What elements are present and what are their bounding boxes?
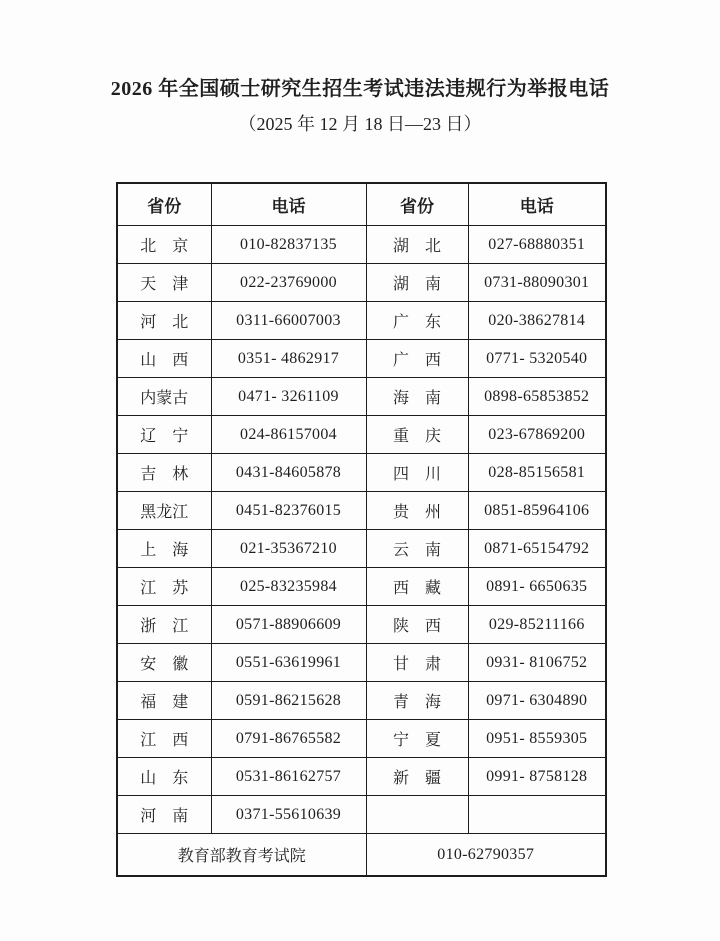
phone-cell: 0991- 8758128 <box>468 758 606 796</box>
table-row <box>117 720 606 758</box>
table-row <box>117 606 606 644</box>
province-cell <box>117 226 211 264</box>
province-cell <box>117 340 211 378</box>
province-name: 海南 <box>393 390 441 407</box>
phone-cell: 0931- 8106752 <box>468 644 606 682</box>
province-name: 云南 <box>393 542 441 559</box>
province-cell <box>366 758 468 796</box>
province-name: 青海 <box>393 694 441 711</box>
province-name: 江西 <box>140 732 189 749</box>
phone-cell: 0771- 5320540 <box>468 340 606 378</box>
phone-cell: 010-82837135 <box>211 226 366 264</box>
phone-cell: 020-38627814 <box>468 302 606 340</box>
province-cell <box>117 264 211 302</box>
province-name: 福建 <box>140 694 189 711</box>
table-row <box>117 302 606 340</box>
province-name: 吉林 <box>140 466 189 483</box>
phone-cell: 0851-85964106 <box>468 492 606 530</box>
province-name: 湖北 <box>393 238 441 255</box>
province-cell <box>117 378 211 416</box>
province-cell <box>366 530 468 568</box>
province-name: 北京 <box>140 238 189 255</box>
phone-cell: 0431-84605878 <box>211 454 366 492</box>
column-header-province-left: 省份 <box>117 183 211 226</box>
footer-phone-cell: 010-62790357 <box>366 834 606 877</box>
phone-cell: 0451-82376015 <box>211 492 366 530</box>
province-name: 宁夏 <box>393 732 441 749</box>
table-row <box>117 758 606 796</box>
province-name: 内蒙古 <box>140 390 189 407</box>
province-cell <box>117 454 211 492</box>
header-row <box>117 183 606 226</box>
province-cell <box>117 606 211 644</box>
province-cell <box>366 720 468 758</box>
table-row <box>117 530 606 568</box>
province-cell <box>117 720 211 758</box>
phone-cell: 0791-86765582 <box>211 720 366 758</box>
phone-cell: 0951- 8559305 <box>468 720 606 758</box>
footer-org-cell: 教育部教育考试院 <box>117 834 366 877</box>
province-cell <box>117 682 211 720</box>
province-name: 重庆 <box>393 428 441 445</box>
province-name: 贵州 <box>393 504 441 521</box>
province-name: 天津 <box>140 276 189 293</box>
province-cell <box>366 606 468 644</box>
province-name: 河南 <box>140 808 189 825</box>
province-name: 山西 <box>140 352 189 369</box>
hotline-table <box>116 182 607 877</box>
province-cell <box>117 302 211 340</box>
phone-cell: 0351- 4862917 <box>211 340 366 378</box>
column-header-province-right: 省份 <box>366 183 468 226</box>
phone-cell: 0311-66007003 <box>211 302 366 340</box>
phone-cell: 0531-86162757 <box>211 758 366 796</box>
province-cell <box>117 644 211 682</box>
phone-cell: 0898-65853852 <box>468 378 606 416</box>
table-row <box>117 416 606 454</box>
table-row <box>117 454 606 492</box>
phone-cell: 021-35367210 <box>211 530 366 568</box>
footer-row <box>117 834 606 877</box>
province-cell <box>366 264 468 302</box>
phone-cell: 028-85156581 <box>468 454 606 492</box>
province-name: 江苏 <box>140 580 189 597</box>
province-cell <box>117 796 211 834</box>
phone-cell: 022-23769000 <box>211 264 366 302</box>
province-cell <box>366 644 468 682</box>
column-header-phone-left: 电话 <box>211 183 366 226</box>
phone-cell: 0731-88090301 <box>468 264 606 302</box>
phone-cell: 025-83235984 <box>211 568 366 606</box>
table-row <box>117 492 606 530</box>
phone-cell: 0571-88906609 <box>211 606 366 644</box>
province-cell <box>117 530 211 568</box>
province-name: 甘肃 <box>393 656 441 673</box>
phone-cell: 0971- 6304890 <box>468 682 606 720</box>
province-name: 广东 <box>393 314 441 331</box>
phone-cell: 0471- 3261109 <box>211 378 366 416</box>
province-cell <box>366 226 468 264</box>
province-cell <box>117 758 211 796</box>
phone-cell: 024-86157004 <box>211 416 366 454</box>
phone-cell: 0871-65154792 <box>468 530 606 568</box>
table-row <box>117 568 606 606</box>
phone-cell: 023-67869200 <box>468 416 606 454</box>
province-cell <box>366 796 468 834</box>
phone-cell: 027-68880351 <box>468 226 606 264</box>
phone-cell: 0371-55610639 <box>211 796 366 834</box>
province-cell <box>366 492 468 530</box>
province-cell <box>366 568 468 606</box>
table-row <box>117 264 606 302</box>
province-name: 安徽 <box>140 656 189 673</box>
table-row <box>117 796 606 834</box>
table-row <box>117 682 606 720</box>
province-name: 陕西 <box>393 618 441 635</box>
phone-cell: 0591-86215628 <box>211 682 366 720</box>
table-row <box>117 378 606 416</box>
province-name: 西藏 <box>393 580 441 597</box>
province-cell <box>366 416 468 454</box>
province-cell <box>117 568 211 606</box>
province-cell <box>366 302 468 340</box>
phone-cell: 0891- 6650635 <box>468 568 606 606</box>
province-name: 四川 <box>393 466 441 483</box>
province-name: 上海 <box>140 542 189 559</box>
column-header-phone-right: 电话 <box>468 183 606 226</box>
province-cell <box>117 416 211 454</box>
province-name: 山东 <box>140 770 189 787</box>
province-name: 浙江 <box>140 618 189 635</box>
province-name: 河北 <box>140 314 189 331</box>
page-title: 2026 年全国硕士研究生招生考试违法违规行为举报电话 <box>110 78 610 100</box>
table-row <box>117 644 606 682</box>
province-name: 辽宁 <box>140 428 189 445</box>
province-cell <box>366 378 468 416</box>
table-row <box>117 340 606 378</box>
province-name: 广西 <box>393 352 441 369</box>
province-name: 湖南 <box>393 276 441 293</box>
province-name: 新疆 <box>393 770 441 787</box>
province-cell <box>366 340 468 378</box>
province-cell <box>366 454 468 492</box>
province-cell <box>366 682 468 720</box>
page-subtitle: （2025 年 12 月 18 日—23 日） <box>238 114 482 134</box>
province-cell <box>117 492 211 530</box>
hotline-table-body <box>117 226 606 834</box>
table-row <box>117 226 606 264</box>
phone-cell: 0551-63619961 <box>211 644 366 682</box>
phone-cell <box>468 796 606 834</box>
phone-cell: 029-85211166 <box>468 606 606 644</box>
province-name: 黑龙江 <box>140 504 189 521</box>
